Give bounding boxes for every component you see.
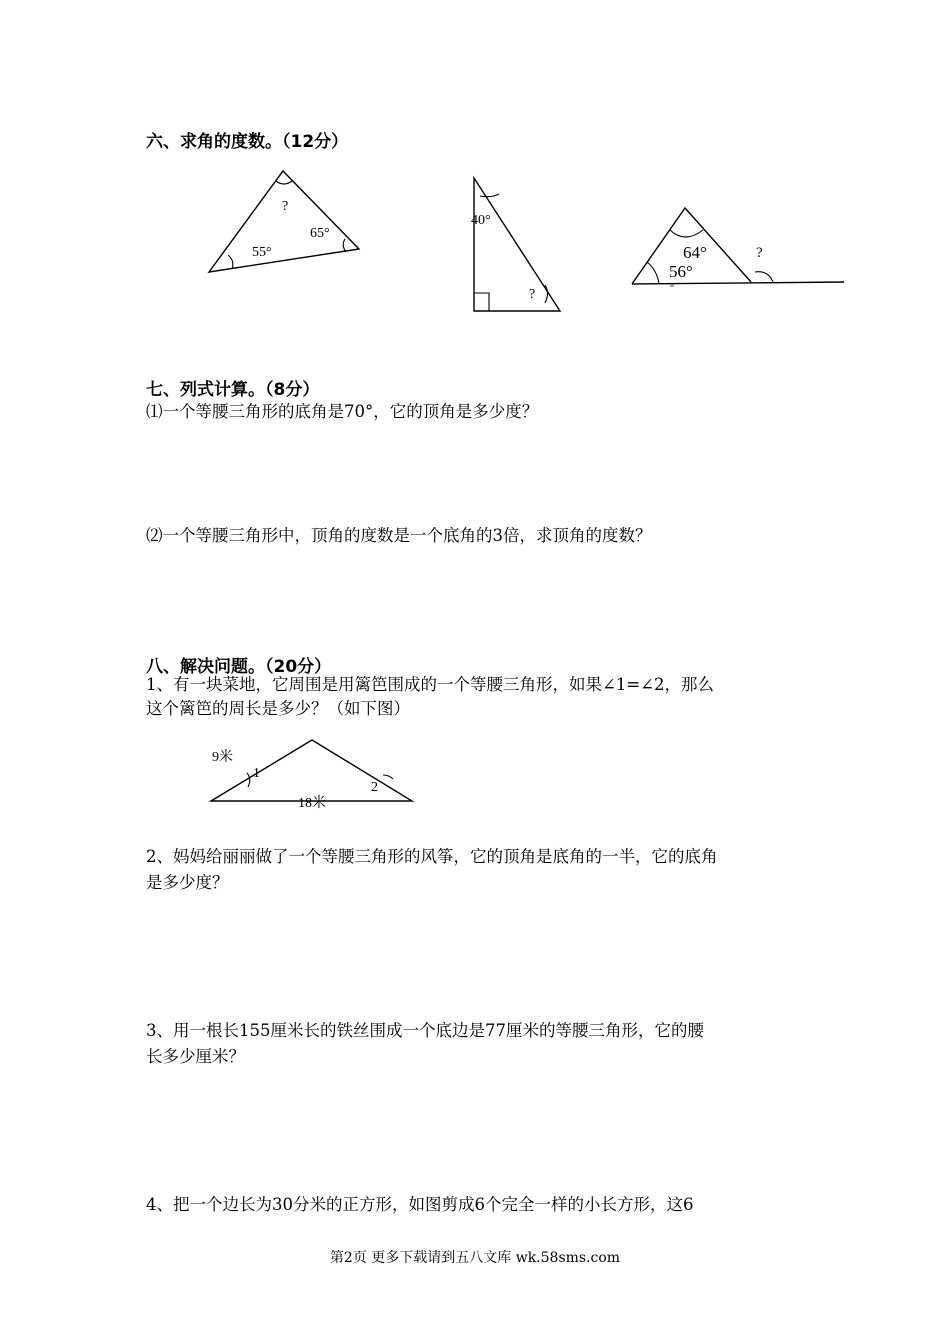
section8-q2-line1: 2、妈妈给丽丽做了一个等腰三角形的风筝，它的顶角是底角的一半，它的底角 [146,847,718,866]
section8-heading: 八、解决问题。（20分） [146,657,332,677]
fig2-bottom-angle: ? [529,287,536,302]
section7-question-1: ⑴一个等腰三角形的底角是70°，它的顶角是多少度？ [146,402,539,421]
fence-angle-2: 2 [371,780,378,795]
right-triangle-figure-2 [465,172,570,317]
fig1-left-angle: 55° [252,245,272,260]
section8-q2-line2: 是多少度？ [146,873,229,892]
triangle-figure-1 [200,165,370,280]
section8-q1-line1: 1、有一块菜地，它周围是用篱笆围成的一个等腰三角形，如果∠1=∠2，那么 [146,675,714,694]
fig1-right-angle: 65° [310,226,330,241]
triangle-exterior-figure-3 [625,200,850,295]
fig1-top-angle: ? [282,199,289,214]
fence-angle-1: 1 [253,766,260,781]
section8-q4-line1: 4、把一个边长为30分米的正方形，如图剪成6个完全一样的小长方形，这6 [146,1195,694,1214]
section7-heading: 七、列式计算。（8分） [146,380,320,400]
section6-heading: 六、求角的度数。（12分） [146,132,349,152]
fig2-top-angle: 40° [471,213,491,228]
fig3-left-angle: 56° [669,262,693,281]
fence-triangle-figure [205,735,420,810]
section8-q3-line2: 长多少厘米？ [146,1047,245,1066]
fig3-exterior-angle: ? [756,245,763,261]
fig3-degree-mark: ° [670,283,674,294]
page-footer: 第2页 更多下载请到五八文库 wk.58sms.com [329,1250,621,1266]
section8-q3-line1: 3、用一根长155厘米长的铁丝围成一个底边是77厘米的等腰三角形，它的腰 [146,1021,704,1040]
fence-side-label: 9米 [212,750,233,765]
section7-question-2: ⑵一个等腰三角形中，顶角的度数是一个底角的3倍，求顶角的度数？ [146,526,652,545]
section8-q1-line2: 这个篱笆的周长是多少？（如下图） [146,699,410,718]
fence-base-label: 18米 [298,796,326,811]
fig3-top-angle: 64° [683,243,707,262]
